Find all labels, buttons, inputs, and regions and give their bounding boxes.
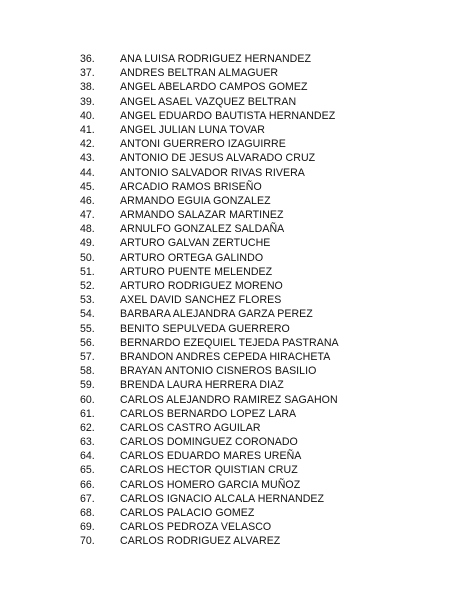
item-name: ARMANDO EGUIA GONZALEZ <box>120 194 271 207</box>
item-number: 60. <box>80 393 95 406</box>
list-item <box>80 52 339 66</box>
list-item <box>80 265 339 279</box>
item-number: 50. <box>80 251 95 264</box>
item-number: 48. <box>80 223 95 236</box>
item-name: CARLOS PALACIO GOMEZ <box>120 507 255 519</box>
item-number: 58. <box>80 365 95 378</box>
item-number: 69. <box>80 521 95 534</box>
item-number: 70. <box>80 535 95 548</box>
item-number: 55. <box>80 322 95 335</box>
item-number: 59. <box>80 379 95 392</box>
list-item <box>80 137 339 151</box>
item-number: 44. <box>80 166 95 179</box>
item-name: ANGEL ABELARDO CAMPOS GOMEZ <box>120 81 308 94</box>
list-item <box>80 151 339 165</box>
item-number: 46. <box>80 194 95 207</box>
item-number: 68. <box>80 507 95 519</box>
item-name: CARLOS EDUARDO MARES UREÑA <box>120 450 302 463</box>
item-number: 63. <box>80 436 95 449</box>
item-name: ANGEL JULIAN LUNA TOVAR <box>120 123 265 136</box>
item-name: ARTURO GALVAN ZERTUCHE <box>120 237 271 250</box>
item-name: ARCADIO RAMOS BRISEÑO <box>120 180 262 193</box>
item-name: CARLOS BERNARDO LOPEZ LARA <box>120 407 297 420</box>
list-item <box>80 350 339 364</box>
name-list <box>80 52 339 549</box>
item-name: ARTURO ORTEGA GALINDO <box>120 251 264 264</box>
item-name: BENITO SEPULVEDA GUERRERO <box>120 322 290 335</box>
item-number: 47. <box>80 209 95 222</box>
list-item <box>80 492 339 506</box>
list-item <box>80 307 339 321</box>
item-number: 37. <box>80 67 95 80</box>
item-name: ANTONI GUERRERO IZAGUIRRE <box>120 138 286 151</box>
item-number: 51. <box>80 265 95 278</box>
item-number: 67. <box>80 492 95 505</box>
list-item <box>80 378 339 392</box>
list-item <box>80 123 339 137</box>
item-name: BRAYAN ANTONIO CISNEROS BASILIO <box>120 365 317 378</box>
item-name: BARBARA ALEJANDRA GARZA PEREZ <box>120 308 313 321</box>
list-item <box>80 208 339 222</box>
item-name: CARLOS RODRIGUEZ ALVAREZ <box>120 535 281 548</box>
item-name: BRENDA LAURA HERRERA DIAZ <box>120 379 284 392</box>
list-item <box>80 66 339 80</box>
item-number: 45. <box>80 180 95 193</box>
item-number: 49. <box>80 237 95 250</box>
item-name: ANGEL ASAEL VAZQUEZ BELTRAN <box>120 95 297 108</box>
list-item <box>80 449 339 463</box>
item-number: 62. <box>80 421 95 434</box>
item-number: 61. <box>80 407 95 420</box>
item-name: ANGEL EDUARDO BAUTISTA HERNANDEZ <box>120 109 336 122</box>
list-item <box>80 236 339 250</box>
list-item <box>80 166 339 180</box>
list-item <box>80 506 339 520</box>
item-number: 52. <box>80 280 95 292</box>
item-name: ANTONIO DE JESUS ALVARADO CRUZ <box>120 152 316 165</box>
item-number: 65. <box>80 464 95 477</box>
item-name: ANDRES BELTRAN ALMAGUER <box>120 67 279 80</box>
list-item <box>80 180 339 194</box>
item-number: 64. <box>80 450 95 463</box>
item-name: ARTURO RODRIGUEZ MORENO <box>120 280 283 292</box>
item-name: BRANDON ANDRES CEPEDA HIRACHETA <box>120 350 331 363</box>
list-item <box>80 293 339 307</box>
item-name: ARMANDO SALAZAR MARTINEZ <box>120 209 284 222</box>
list-item <box>80 435 339 449</box>
item-number: 42. <box>80 138 95 151</box>
list-item <box>80 222 339 236</box>
list-item <box>80 322 339 336</box>
item-name: BERNARDO EZEQUIEL TEJEDA PASTRANA <box>120 336 339 349</box>
list-item <box>80 279 339 293</box>
list-item <box>80 251 339 265</box>
list-item <box>80 336 339 350</box>
item-number: 66. <box>80 478 95 491</box>
item-name: CARLOS DOMINGUEZ CORONADO <box>120 436 298 449</box>
item-name: CARLOS HOMERO GARCIA MUÑOZ <box>120 478 301 491</box>
item-name: ARTURO PUENTE MELENDEZ <box>120 265 273 278</box>
list-item <box>80 463 339 477</box>
item-number: 43. <box>80 152 95 165</box>
item-name: ARNULFO GONZALEZ SALDAÑA <box>120 223 285 236</box>
item-name: ANA LUISA RODRIGUEZ HERNANDEZ <box>120 53 311 65</box>
list-item <box>80 364 339 378</box>
item-name: CARLOS ALEJANDRO RAMIREZ SAGAHON <box>120 393 338 406</box>
item-number: 38. <box>80 81 95 94</box>
item-name: ANTONIO SALVADOR RIVAS RIVERA <box>120 166 305 179</box>
item-number: 56. <box>80 336 95 349</box>
list-item <box>80 407 339 421</box>
item-number: 54. <box>80 308 95 321</box>
item-number: 36. <box>80 53 95 65</box>
item-number: 41. <box>80 123 95 136</box>
item-number: 39. <box>80 95 95 108</box>
item-name: CARLOS IGNACIO ALCALA HERNANDEZ <box>120 492 325 505</box>
list-item <box>80 393 339 407</box>
list-item <box>80 478 339 492</box>
list-item <box>80 95 339 109</box>
list-item <box>80 421 339 435</box>
item-name: CARLOS CASTRO AGUILAR <box>120 421 261 434</box>
list-item <box>80 520 339 534</box>
list-item <box>80 80 339 94</box>
item-name: AXEL DAVID SANCHEZ FLORES <box>120 294 282 307</box>
item-number: 57. <box>80 350 95 363</box>
item-number: 53. <box>80 294 95 307</box>
item-name: CARLOS PEDROZA VELASCO <box>120 521 272 534</box>
item-name: CARLOS HECTOR QUISTIAN CRUZ <box>120 464 298 477</box>
list-item <box>80 194 339 208</box>
item-number: 40. <box>80 109 95 122</box>
list-item <box>80 109 339 123</box>
list-item <box>80 534 339 548</box>
